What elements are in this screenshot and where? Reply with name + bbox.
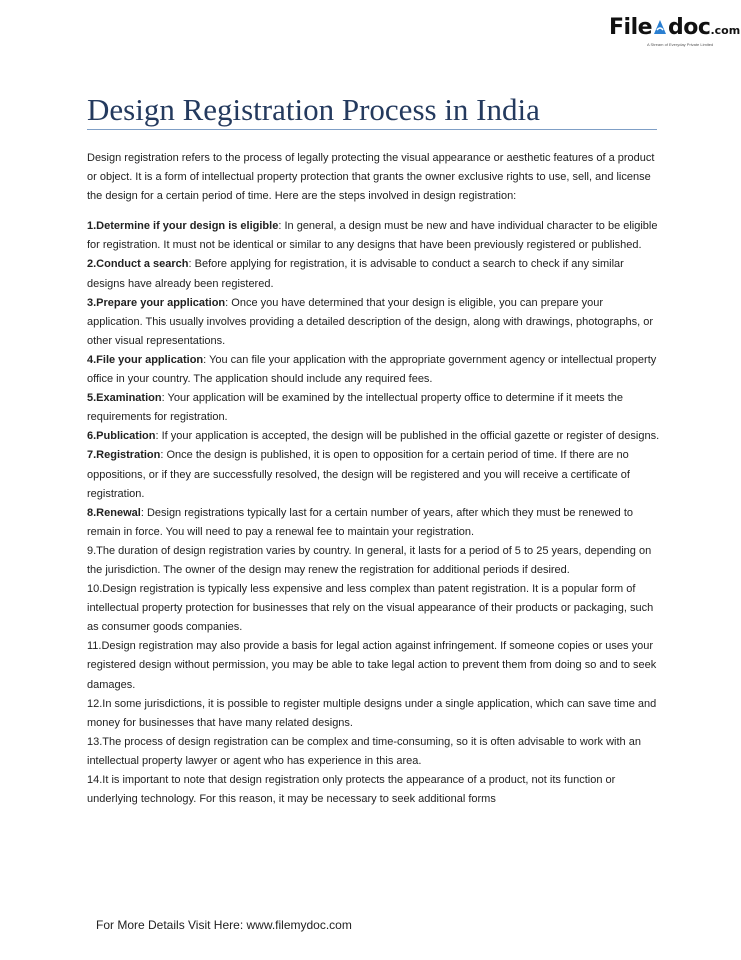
- step-item: 5.Examination: Your application will be examined by the intellectual property office to determine if it meets the requirements for registration.: [87, 392, 624, 424]
- point-item: 11.Design registration may also provide a basis for legal action against infringement. If someone copies or uses your registered design without permission, you may be able to take legal action to prevent them from doing so and to seek damages.: [87, 640, 657, 691]
- step-label: 5.Examination: [87, 392, 162, 405]
- point-item: 13.The process of design registration can be complex and time-consuming, so it is often advisable to work with an intellectual property lawyer or agent who has experience in this area.: [87, 735, 641, 767]
- footer-link-text: For More Details Visit Here: www.filemydoc.com: [96, 918, 352, 932]
- step-label: 3.Prepare your application: [87, 296, 226, 309]
- step-item: 2.Conduct a search: Before applying for registration, it is advisable to conduct a search to check if any similar designs have already been registered.: [87, 258, 624, 290]
- step-text: Once you have determined that your design is eligible, you can prepare your application. This usually involves providing a detailed description of the design, along with drawings, photographs, or other visual representations.: [87, 296, 654, 347]
- step-item: 7.Registration: Once the design is published, it is open to opposition for a certain period of time. If there are no oppositions, or if they are successfully resolved, the design will be registered and you will receive a certificate of registration.: [87, 449, 630, 500]
- step-label: 4.File your application: [87, 353, 204, 366]
- document-body: [87, 149, 661, 809]
- step-label: 7.Registration: [87, 449, 161, 462]
- step-item: 6.Publication: If your application is accepted, the design will be published in the official gazette or register of designs.: [87, 430, 660, 443]
- point-item: 9.The duration of design registration varies by country. In general, it lasts for a period of 5 to 25 years, depending on the jurisdiction. The owner of the design may renew the registration for additional periods if desired.: [87, 544, 652, 576]
- step-item: 1.Determine if your design is eligible: In general, a design must be new and have individual character to be eligible for registration. It must not be identical or similar to any designs that have been previously registered or published.: [87, 220, 658, 252]
- step-item: 8.Renewal: Design registrations typically last for a certain number of years, after which they must be renewed to remain in force. You will need to pay a renewal fee to maintain your registration.: [87, 506, 633, 538]
- step-label: 6.Publication: [87, 430, 156, 443]
- logo-wordmark: File doc.com: [609, 15, 741, 40]
- filemydoc-logo: [609, 15, 741, 50]
- step-text: Your application will be examined by the intellectual property office to determine if it meets the requirements for registration.: [87, 392, 624, 424]
- step-item: 3.Prepare your application: Once you have determined that your design is eligible, you can prepare your application. This usually involves providing a detailed description of the design, along with drawings, photographs, or other visual representations.: [87, 296, 654, 347]
- title-underline: [87, 129, 657, 130]
- step-label: 8.Renewal: [87, 506, 141, 519]
- step-item: 4.File your application: You can file your application with the appropriate government agency or intellectual property office in your country. The application should include any required fees.: [87, 353, 657, 386]
- step-text: Design registrations typically last for a certain number of years, after which they must be renewed to remain in force. You will need to pay a renewal fee to maintain your registration.: [87, 506, 633, 538]
- step-label: 1.Determine if your design is eligible: [87, 220, 279, 233]
- point-item: 10.Design registration is typically less expensive and less complex than patent registration. It is a popular form of intellectual property protection for businesses that rely on the visual appearance of their products or packaging, such as consumer goods companies.: [87, 583, 654, 634]
- step-text: In general, a design must be new and have individual character to be eligible for registration. It must not be identical or similar to any designs that have been previously registered or published.: [87, 220, 658, 252]
- step-text: Before applying for registration, it is advisable to conduct a search to check if any similar designs have already been registered.: [87, 258, 624, 290]
- point-item: 12.In some jurisdictions, it is possible to register multiple designs under a single application, which can save time and money for businesses that have many related designs.: [87, 697, 657, 729]
- logo-swoosh-icon: [653, 18, 667, 36]
- logo-tagline: A Stream of Everyday Private Limited: [647, 42, 714, 47]
- intro-paragraph: Design registration refers to the process of legally protecting the visual appearance or aesthetic features of a product or object. It is a form of intellectual property protection that grants the owner exclusive rights to use, sell, and license the design for a certain period of time. Here are the steps involved in design registration:: [87, 152, 655, 203]
- step-text: You can file your application with the appropriate government agency or intellectual property office in your country. The application should include any required fees.: [87, 353, 657, 386]
- point-item: 14.It is important to note that design registration only protects the appearance of a product, not its function or underlying technology. For this reason, it may be necessary to seek additional forms: [87, 774, 616, 806]
- step-text: If your application is accepted, the design will be published in the official gazette or register of designs.: [161, 430, 660, 443]
- page-title: Design Registration Process in India: [87, 92, 540, 127]
- step-label: 2.Conduct a search: [87, 258, 189, 271]
- step-text: Once the design is published, it is open to opposition for a certain period of time. If there are no oppositions, or if they are successfully resolved, the design will be registered and you will receive a certificate of registration.: [87, 449, 630, 500]
